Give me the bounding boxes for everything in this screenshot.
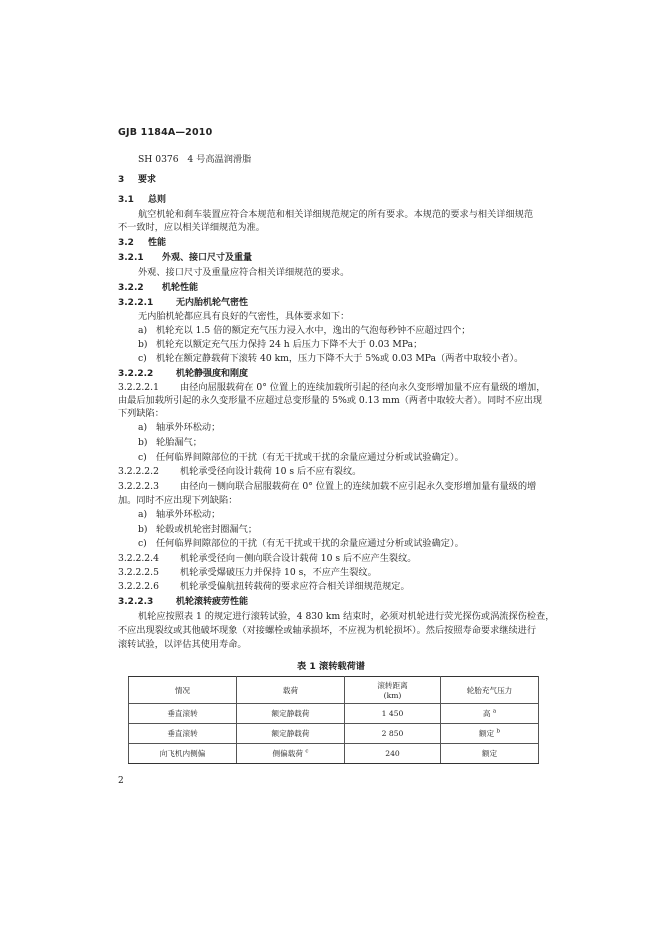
header-tire-pressure: 轮胎充气压力 <box>441 677 539 704</box>
cell-pressure <box>441 724 539 744</box>
cell-load <box>237 744 345 764</box>
heading-3-2-2 <box>118 282 198 294</box>
list-text: 轮胎漏气； <box>156 437 202 448</box>
paragraph-3-2-2-2-5 <box>118 567 377 579</box>
heading-3-title: 要求 <box>138 175 157 185</box>
ref-name: 4 号高温润滑脂 <box>187 154 252 165</box>
reference-sh0376 <box>138 154 251 166</box>
heading-3-2-1 <box>118 252 252 264</box>
cell-load: 额定静载荷 <box>237 724 345 744</box>
clause-text: 机轮承受径向－侧向联合设计载荷 10 s 后不应产生裂纹。 <box>180 553 417 564</box>
paragraph-3-1-line-1: 航空机轮和刹车装置应符合本规范和相关详细规范规定的所有要求。本规范的要求与相关详细规范 <box>138 209 534 220</box>
list-mark: a) <box>138 422 148 433</box>
heading-3-1-num: 3.1 <box>118 195 134 205</box>
footnote-mark: b <box>496 728 501 735</box>
list-item-b <box>138 437 202 449</box>
paragraph-3-2-2-3-line-3: 滚转试验，以评估其使用寿命。 <box>118 639 247 650</box>
clause-text: 由径向－侧向联合屈服载荷在 0° 位置上的连续加载不应引起永久变形增加量有量级的增 <box>180 481 537 492</box>
list-item-b <box>138 524 257 536</box>
footnote-mark: c <box>305 748 309 755</box>
header-distance <box>345 677 441 704</box>
heading-3-num: 3 <box>118 175 125 185</box>
footnote-mark: a <box>492 708 497 715</box>
paragraph-3-2-2-2-4 <box>118 553 416 565</box>
heading-3-2-2-3-title: 机轮滚转疲劳性能 <box>176 597 249 607</box>
clause-num: 3.2.2.2.3 <box>118 481 159 492</box>
heading-3-2-2-3 <box>118 596 248 608</box>
paragraph-3-2-2-2-1-line-3: 下列缺陷： <box>118 408 164 419</box>
paragraph-3-2-2-3-line-2: 不应出现裂纹或其他破坏现象（对接螺栓或轴承损坏，不应视为机轮损坏）。然后按照寿命要求继续进行 <box>118 625 537 636</box>
pressure-value: 高 <box>482 709 491 718</box>
header-distance-unit: (km) <box>383 691 402 700</box>
list-text: 任何临界间隙部位的干扰（有无干扰或干扰的余量应通过分析或试验确定）。 <box>156 452 464 463</box>
list-item-a <box>138 509 220 521</box>
clause-num: 3.2.2.2.1 <box>118 382 159 393</box>
list-item-c <box>138 538 464 550</box>
list-mark: b) <box>138 524 148 535</box>
ref-code: SH 0376 <box>138 154 179 165</box>
clause-num: 3.2.2.2.4 <box>118 553 159 564</box>
clause-text: 机轮承受爆破压力并保持 10 s，不应产生裂纹。 <box>180 567 377 578</box>
list-item-c <box>138 353 523 365</box>
list-text: 轴承外环松动； <box>156 509 221 520</box>
list-text: 任何临界间隙部位的干扰（有无干扰或干扰的余量应通过分析或试验确定）。 <box>156 538 464 549</box>
document-id-header: GJB 1184A—2010 <box>118 127 213 138</box>
rolling-load-table <box>128 676 539 764</box>
header-distance-label: 滚转距离 <box>377 681 408 690</box>
heading-3-2-1-title: 外观、接口尺寸及重量 <box>162 253 253 263</box>
list-mark: b) <box>138 339 148 350</box>
cell-distance: 2 850 <box>345 724 441 744</box>
heading-3 <box>118 174 156 186</box>
cell-load: 额定静载荷 <box>237 704 345 724</box>
paragraph-3-2-1: 外观、接口尺寸及重量应符合相关详细规范的要求。 <box>138 267 350 278</box>
list-text: 轮毂或机轮密封圈漏气； <box>156 524 258 535</box>
header-load: 载荷 <box>237 677 345 704</box>
clause-text: 由径向屈服载荷在 0° 位置上的连续加载所引起的径向永久变形增加量不应有量级的增加， <box>180 382 546 393</box>
heading-3-2 <box>118 237 166 249</box>
paragraph-3-2-2-1-intro: 无内胎机轮都应具有良好的气密性，具体要求如下： <box>138 311 350 322</box>
list-mark: a) <box>138 509 148 520</box>
list-text: 轴承外环松动； <box>156 422 221 433</box>
clause-num: 3.2.2.2.5 <box>118 567 159 578</box>
cell-case: 向飞机内侧偏 <box>129 744 237 764</box>
list-item-a <box>138 325 470 337</box>
heading-3-2-2-2-title: 机轮静强度和刚度 <box>176 369 249 379</box>
paragraph-3-2-2-2-1-line-1 <box>118 382 545 394</box>
clause-num: 3.2.2.2.6 <box>118 581 159 592</box>
heading-3-2-1-num: 3.2.1 <box>118 253 144 263</box>
table-header-row <box>129 677 539 704</box>
list-item-a <box>138 422 220 434</box>
paragraph-3-2-2-2-2 <box>118 466 361 478</box>
heading-3-2-num: 3.2 <box>118 238 134 248</box>
load-value: 侧偏载荷 <box>272 749 303 758</box>
table-row <box>129 704 539 724</box>
table-1-caption: 表 1 滚转载荷谱 <box>297 661 365 672</box>
list-mark: c) <box>138 353 147 364</box>
table-row <box>129 744 539 764</box>
heading-3-2-2-1 <box>118 297 248 309</box>
list-item-c <box>138 452 464 464</box>
cell-pressure: 额定 <box>441 744 539 764</box>
clause-text: 机轮承受偏航扭转载荷的要求应符合相关详细规范规定。 <box>180 581 410 592</box>
clause-num: 3.2.2.2.2 <box>118 466 159 477</box>
heading-3-2-2-title: 机轮性能 <box>162 283 199 293</box>
table-row <box>129 724 539 744</box>
cell-distance: 1 450 <box>345 704 441 724</box>
paragraph-3-2-2-2-3-line-1 <box>118 481 536 493</box>
heading-3-2-2-1-num: 3.2.2.1 <box>118 298 154 308</box>
cell-case: 垂直滚转 <box>129 724 237 744</box>
heading-3-1-title: 总则 <box>148 195 167 205</box>
list-mark: c) <box>138 452 147 463</box>
page-number: 2 <box>118 776 124 786</box>
paragraph-3-2-2-3-line-1: 机轮应按照表 1 的规定进行滚转试验，4 830 km 结束时，必须对机轮进行荧光探伤或涡流探伤检查， <box>138 611 555 622</box>
list-mark: b) <box>138 437 148 448</box>
header-case: 情况 <box>129 677 237 704</box>
heading-3-2-2-2-num: 3.2.2.2 <box>118 369 154 379</box>
list-text: 机轮充以额定充气压力保持 24 h 后压力下降不大于 0.03 MPa； <box>156 339 423 350</box>
list-text: 机轮在额定静载荷下滚转 40 km，压力下降不大于 5%或 0.03 MPa（两者中取较小者）。 <box>156 353 524 364</box>
paragraph-3-2-2-2-3-line-2: 加。同时不应出现下列缺陷： <box>118 495 238 506</box>
heading-3-2-2-2 <box>118 368 248 380</box>
heading-3-2-2-1-title: 无内胎机轮气密性 <box>176 298 249 308</box>
cell-pressure <box>441 704 539 724</box>
cell-distance: 240 <box>345 744 441 764</box>
heading-3-1 <box>118 194 166 206</box>
heading-3-2-2-num: 3.2.2 <box>118 283 144 293</box>
heading-3-2-title: 性能 <box>148 238 167 248</box>
paragraph-3-2-2-2-1-line-2: 由最后加载所引起的永久变形量不应超过总变形量的 5%或 0.13 mm（两者中取较大者）。同时不应出现 <box>118 395 543 406</box>
list-item-b <box>138 339 422 351</box>
pressure-value: 额定 <box>478 729 495 738</box>
paragraph-3-2-2-2-6 <box>118 581 410 593</box>
list-text: 机轮充以 1.5 倍的额定充气压力浸入水中，逸出的气泡每秒钟不应超过四个； <box>156 325 471 336</box>
cell-case: 垂直滚转 <box>129 704 237 724</box>
list-mark: a) <box>138 325 148 336</box>
list-mark: c) <box>138 538 147 549</box>
paragraph-3-1-line-2: 不一致时，应以相关详细规范为准。 <box>118 222 265 233</box>
clause-text: 机轮承受径向设计载荷 10 s 后不应有裂纹。 <box>180 466 362 477</box>
heading-3-2-2-3-num: 3.2.2.3 <box>118 597 154 607</box>
